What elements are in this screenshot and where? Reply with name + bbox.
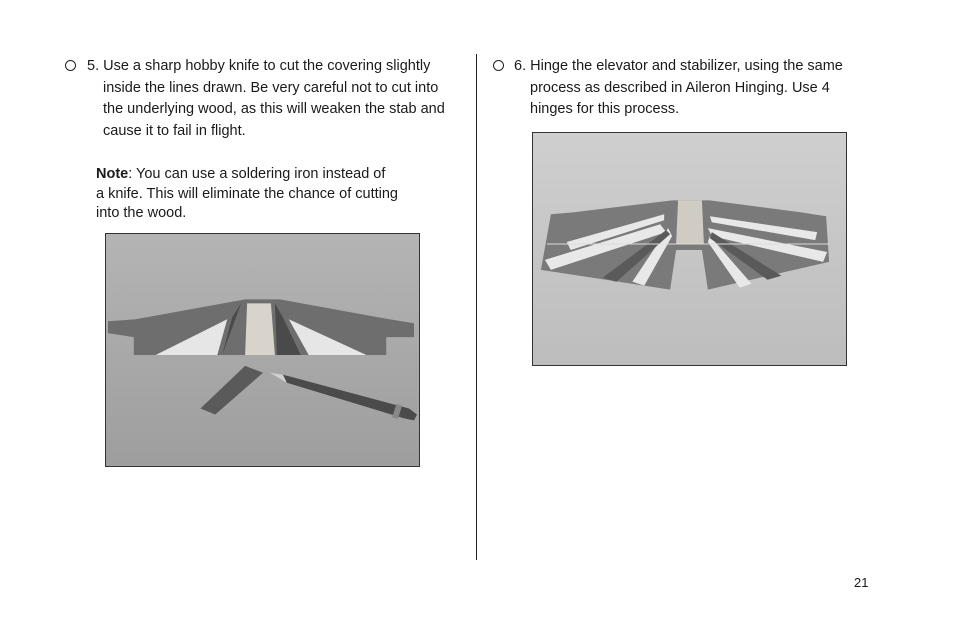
step-5-line-4: cause it to fail in flight.	[103, 122, 246, 139]
step-5-checkbox[interactable]	[65, 60, 76, 71]
column-divider	[476, 54, 477, 560]
step-5-instruction	[65, 56, 465, 146]
step-5-line-1: 5. Use a sharp hobby knife to cut the covering slightly	[87, 58, 431, 74]
stabilizer-cut-photo	[105, 233, 420, 467]
note-line-3: into the wood.	[96, 205, 187, 221]
step-6-line-1: 6. Hinge the elevator and stabilizer, using the same	[514, 58, 843, 74]
elevator-hinged-photo	[532, 132, 847, 366]
step-6-instruction	[493, 56, 873, 126]
page-number: 21	[854, 575, 869, 590]
step-6-line-2: process as described in Aileron Hinging. Use 4	[530, 79, 830, 96]
step-5-line-3: the underlying wood, as this will weaken the stab and	[103, 101, 445, 117]
note-block	[96, 165, 398, 224]
note-label: Note	[96, 166, 129, 182]
step-6-checkbox[interactable]	[493, 60, 504, 71]
step-5-line-2: inside the lines drawn. Be very careful not to cut into	[103, 79, 439, 96]
note-line-1	[96, 165, 398, 185]
note-line-2: a knife. This will eliminate the chance of cutting	[96, 185, 398, 202]
step-6-line-3: hinges for this process.	[530, 101, 680, 117]
note-text-1: : You can use a soldering iron instead of	[128, 166, 386, 182]
